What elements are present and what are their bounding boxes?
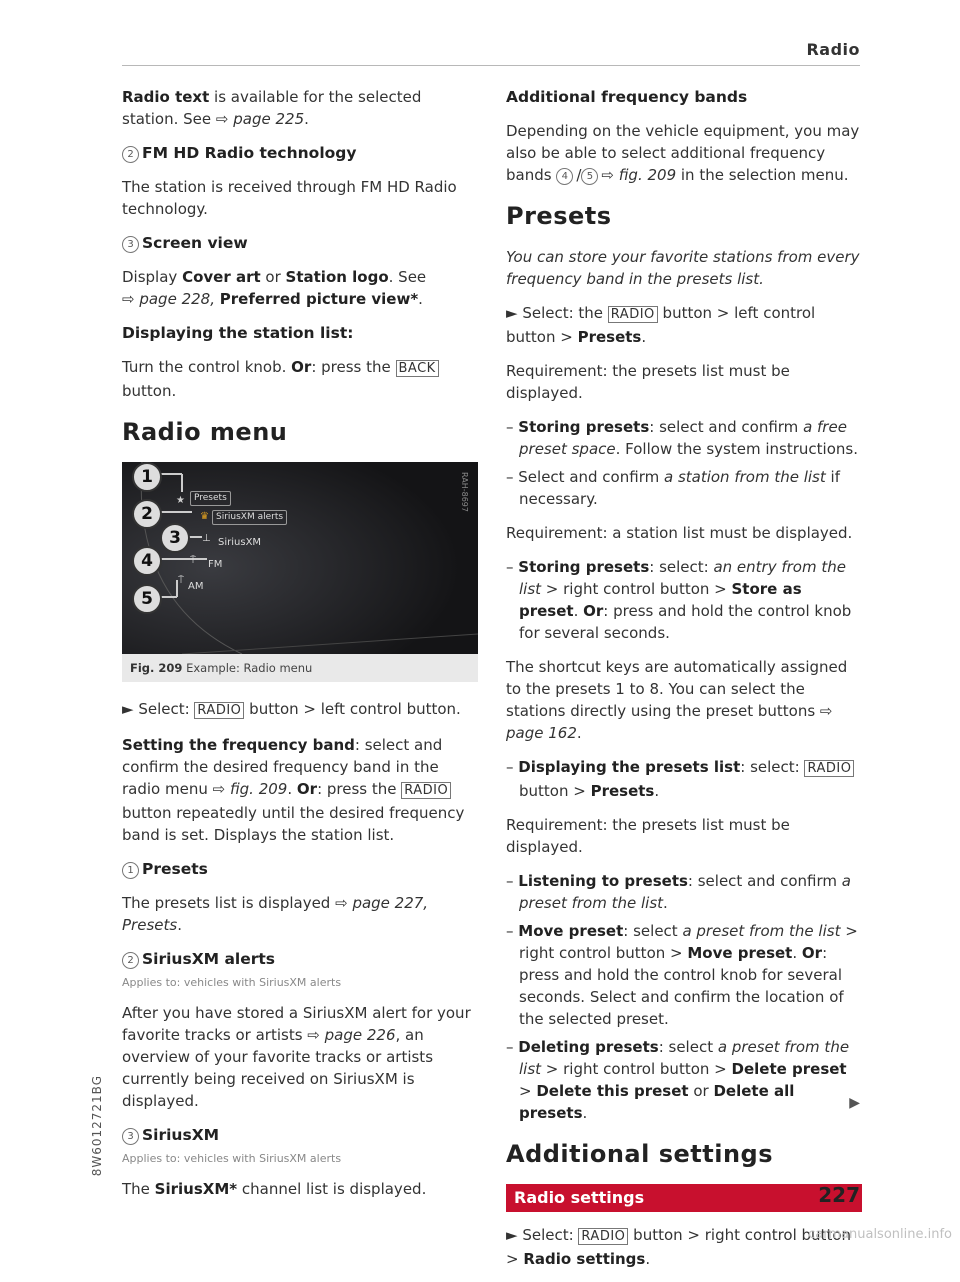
right-column bbox=[506, 86, 862, 1282]
list-item: – Select and confirm a station from the list if necessary. bbox=[506, 468, 840, 508]
presets-intro: You can store your favorite stations from every frequency band in the presets list. bbox=[506, 248, 860, 288]
key-radio: RADIO bbox=[804, 760, 854, 777]
list-item: – Storing presets: select and confirm a free preset space. Follow the system instructions. bbox=[506, 418, 858, 458]
list-item: – Listening to presets: select and confirm a preset from the list. bbox=[506, 872, 851, 912]
heading-presets: 1 Presets bbox=[122, 858, 478, 880]
heading-siriusxm-alerts: 2 SiriusXM alerts bbox=[122, 948, 478, 970]
paragraph-fm-hd: The station is received through FM HD Radio technology. bbox=[122, 178, 457, 218]
callout-2: 2 bbox=[132, 499, 162, 529]
heading-screen-view: 3 Screen view bbox=[122, 232, 478, 254]
paragraph-siriusxm-alerts: After you have stored a SiriusXM alert for your favorite tracks or artists ⇨ page 226, an overview of your favorite tracks or artists currently being received on SiriusXM is displayed. bbox=[122, 1004, 471, 1110]
page-ref[interactable]: page 225 bbox=[233, 110, 305, 128]
figure-code: RAH-8697 bbox=[460, 472, 469, 512]
heading-presets-section: Presets bbox=[506, 202, 612, 230]
star-icon: ★ bbox=[176, 495, 185, 506]
paragraph-siriusxm: The SiriusXM* channel list is displayed. bbox=[122, 1180, 427, 1198]
header-title: Radio bbox=[806, 40, 860, 59]
fig-ref[interactable]: fig. 209 bbox=[618, 166, 677, 184]
page-ref[interactable]: page 227, Presets bbox=[122, 894, 429, 934]
menu-item-presets: Presets bbox=[190, 491, 231, 506]
watermark: carmanualsonline.info bbox=[808, 1227, 952, 1242]
heading-additional-settings: Additional settings bbox=[506, 1140, 773, 1168]
page-header bbox=[122, 39, 860, 66]
applies-note: Applies to: vehicles with SiriusXM alerts bbox=[122, 976, 342, 989]
requirement: Requirement: a station list must be displayed. bbox=[506, 524, 853, 542]
paragraph-select-radio: ► Select: RADIO button > left control button. bbox=[122, 700, 461, 718]
requirement: Requirement: the presets list must be displayed. bbox=[506, 362, 790, 402]
continue-arrow-icon: ▶ bbox=[849, 1095, 860, 1111]
crown-icon: ♛ bbox=[200, 511, 209, 522]
heading-siriusxm: 3 SiriusXM bbox=[122, 1124, 478, 1146]
callout-4: 4 bbox=[132, 546, 162, 576]
document-code: 8W6012721BG bbox=[90, 1075, 104, 1177]
key-back: BACK bbox=[396, 360, 439, 377]
key-radio: RADIO bbox=[194, 702, 244, 719]
callout-1: 1 bbox=[132, 462, 162, 492]
page-number: 227 bbox=[818, 1183, 860, 1207]
paragraph-display-list: Turn the control knob. Or: press the BACK button. bbox=[122, 356, 478, 402]
page-ref[interactable]: page 162 bbox=[506, 724, 577, 742]
paragraph-frequency-band: Setting the frequency band: select and confirm the desired frequency band in the radio menu ⇨ fig. 209. Or: press the RADIO button repeatedly until the desired frequency band is set. Displays the station list. bbox=[122, 736, 465, 844]
applies-note: Applies to: vehicles with SiriusXM alerts bbox=[122, 1152, 342, 1165]
fig-ref[interactable]: fig. 209 bbox=[229, 780, 288, 798]
paragraph-radio-settings: ► Select: RADIO button > right control button > Radio settings. bbox=[506, 1226, 852, 1268]
heading-fm-hd: 2 FM HD Radio technology bbox=[122, 142, 478, 164]
key-radio: RADIO bbox=[578, 1228, 628, 1245]
heading-display-list: Displaying the station list: bbox=[122, 324, 354, 342]
menu-item-fm: FM bbox=[208, 559, 223, 570]
figure-radio-menu bbox=[122, 462, 478, 654]
paragraph-select-presets: ► Select: the RADIO button > left control button > Presets. bbox=[506, 304, 816, 346]
heading-radio-menu: Radio menu bbox=[122, 418, 288, 446]
paragraph-radio-text: Radio text is available for the selected station. See ⇨ page 225. bbox=[122, 88, 422, 128]
paragraph-additional-bands: Depending on the vehicle equipment, you may also be able to select additional frequency bands 4 / 5 ⇨ fig. 209 in the selection menu. bbox=[506, 122, 860, 184]
callout-3: 3 bbox=[160, 523, 190, 553]
list-item: – Deleting presets: select a preset from the list > right control button > Delete preset > Delete this preset or Delete all presets. bbox=[506, 1038, 850, 1122]
key-radio: RADIO bbox=[401, 782, 451, 799]
menu-item-siriusxm-alerts: SiriusXM alerts bbox=[212, 510, 287, 525]
heading-additional-bands: Additional frequency bands bbox=[506, 88, 748, 106]
list-item: – Storing presets: select: an entry from the list > right control button > Store as preset. Or: press and hold the control knob for several seconds. bbox=[506, 558, 852, 642]
list-item: – Move preset: select a preset from the list > right control button > Move preset. Or: press and hold the control knob for several seconds. Select and confirm the location of the selected preset. bbox=[506, 922, 858, 1028]
list-item: – Displaying the presets list: select: RADIO button > Presets. bbox=[506, 756, 862, 802]
menu-item-siriusxm: SiriusXM bbox=[218, 537, 262, 548]
page-ref[interactable]: page 226 bbox=[324, 1026, 396, 1044]
antenna-icon: ⍑ bbox=[190, 555, 196, 566]
left-column bbox=[122, 86, 478, 1212]
page-ref[interactable]: page 228, bbox=[139, 290, 215, 308]
section-bar-radio-settings: Radio settings bbox=[506, 1184, 862, 1212]
paragraph-screen-view: Display Cover art or Station logo. See ⇨ page 228, Preferred picture view*. bbox=[122, 268, 427, 308]
menu-item-am: AM bbox=[188, 581, 204, 592]
satellite-icon: ⊥ bbox=[202, 533, 211, 544]
paragraph-presets: The presets list is displayed ⇨ page 227, Presets. bbox=[122, 894, 429, 934]
requirement: Requirement: the presets list must be displayed. bbox=[506, 816, 790, 856]
callout-5: 5 bbox=[132, 584, 162, 614]
figure-caption: Fig. 209 Example: Radio menu bbox=[122, 654, 478, 682]
key-radio: RADIO bbox=[608, 306, 658, 323]
paragraph-shortcut: The shortcut keys are automatically assigned to the presets 1 to 8. You can select the stations directly using the preset buttons ⇨ page 162. bbox=[506, 658, 848, 742]
antenna-icon: ⍑ bbox=[178, 575, 184, 586]
